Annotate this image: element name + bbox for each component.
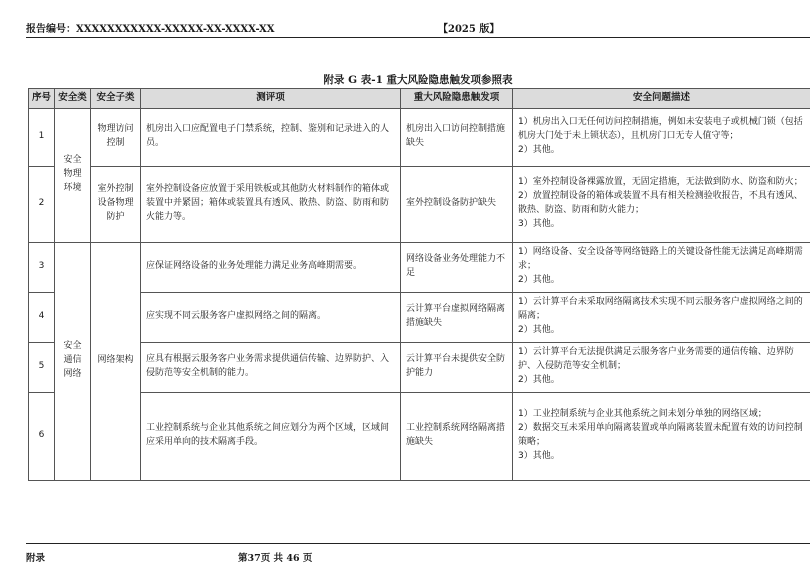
evaluation-item: 应实现不同云服务客户虚拟网络之间的隔离。 (141, 292, 401, 342)
evaluation-item: 应具有根据云服务客户业务需求提供通信传输、边界防护、入侵防范等安全机制的能力。 (141, 342, 401, 392)
description-line: 2）其他。 (518, 375, 560, 386)
problem-description (513, 108, 810, 166)
table-row (29, 108, 810, 166)
evaluation-item: 应保证网络设备的业务处理能力满足业务高峰期需要。 (141, 242, 401, 292)
description-line: 2）其他。 (518, 325, 560, 336)
description-line: 2）其他。 (518, 275, 560, 286)
description-line: 1）工业控制系统与企业其他系统之间未划分单独的网络区域； (518, 409, 767, 420)
trigger-item: 机房出入口访问控制措施缺失 (401, 108, 513, 166)
col-header-description: 安全问题描述 (513, 89, 810, 109)
risk-trigger-table (28, 88, 810, 481)
category-cell: 安全物理环境 (55, 108, 91, 242)
col-header-subcategory: 安全子类 (91, 89, 141, 109)
description-line: 1）云计算平台无法提供满足云服务客户业务需要的通信传输、边界防护、入侵防范等安全机制； (518, 347, 794, 372)
subcategory-cell: 物理访问控制 (91, 108, 141, 166)
col-header-item: 测评项 (141, 89, 401, 109)
problem-description (513, 166, 810, 242)
table-row (29, 392, 810, 480)
col-header-category: 安全类 (55, 89, 91, 109)
description-line: 2）放置控制设备的箱体或装置不具有相关检测验收报告，不具有透风、散热、防盗、防雨和防火能力； (518, 191, 803, 216)
page-header (26, 20, 810, 36)
row-number: 2 (29, 166, 55, 242)
description-line: 1）云计算平台未采取网络隔离技术实现不同云服务客户虚拟网络之间的隔离； (518, 297, 803, 322)
table-row (29, 292, 810, 342)
description-line: 1）机房出入口无任何访问控制措施，例如未安装电子或机械门锁（包括机房大门处于未上锁状态），且机房门口无专人值守等； (518, 117, 803, 142)
description-line: 2）其他。 (518, 145, 560, 156)
col-header-trigger: 重大风险隐患触发项 (401, 89, 513, 109)
row-number: 4 (29, 292, 55, 342)
page-number: 第37页 共 46 页 (238, 553, 313, 564)
trigger-item: 网络设备业务处理能力不足 (401, 242, 513, 292)
trigger-item: 云计算平台虚拟网络隔离措施缺失 (401, 292, 513, 342)
problem-description (513, 342, 810, 392)
evaluation-item: 工业控制系统与企业其他系统之间应划分为两个区域，区域间应采用单向的技术隔离手段。 (141, 392, 401, 480)
edition-label: 【2025 版】 (438, 24, 500, 35)
category-cell: 安全通信网络 (55, 242, 91, 480)
description-line: 2）数据交互未采用单向隔离装置或单向隔离装置未配置有效的访问控制策略； (518, 423, 803, 448)
table-row (29, 342, 810, 392)
description-line: 3）其他。 (518, 451, 560, 462)
row-number: 6 (29, 392, 55, 480)
report-number: 报告编号：XXXXXXXXXXX-XXXXX-XX-XXXX-XX (26, 24, 275, 35)
col-header-no: 序号 (29, 89, 55, 109)
problem-description (513, 292, 810, 342)
row-number: 5 (29, 342, 55, 392)
evaluation-item: 室外控制设备应放置于采用铁板或其他防火材料制作的箱体或装置中并紧固；箱体或装置具有透风、散热、防盗、防雨和防火能力等。 (141, 166, 401, 242)
footer-rule (26, 543, 810, 544)
row-number: 3 (29, 242, 55, 292)
footer-section-label: 附录 (26, 553, 46, 564)
subcategory-cell: 网络架构 (91, 242, 141, 480)
evaluation-item: 机房出入口应配置电子门禁系统，控制、鉴别和记录进入的人员。 (141, 108, 401, 166)
table-header-row (29, 89, 810, 109)
table-row (29, 242, 810, 292)
description-line: 3）其他。 (518, 219, 560, 230)
row-number: 1 (29, 108, 55, 166)
problem-description (513, 392, 810, 480)
subcategory-cell: 室外控制设备物理防护 (91, 166, 141, 242)
trigger-item: 云计算平台未提供安全防护能力 (401, 342, 513, 392)
header-rule (26, 37, 810, 38)
description-line: 1）室外控制设备裸露放置，无固定措施，无法做到防水、防盗和防火； (518, 177, 803, 188)
problem-description (513, 242, 810, 292)
table-caption: 附录 G 表-1 重大风险隐患触发项参照表 (323, 74, 513, 86)
description-line: 1）网络设备、安全设备等网络链路上的关键设备性能无法满足高峰期需求； (518, 247, 803, 272)
table-row (29, 166, 810, 242)
trigger-item: 室外控制设备防护缺失 (401, 166, 513, 242)
trigger-item: 工业控制系统网络隔离措施缺失 (401, 392, 513, 480)
